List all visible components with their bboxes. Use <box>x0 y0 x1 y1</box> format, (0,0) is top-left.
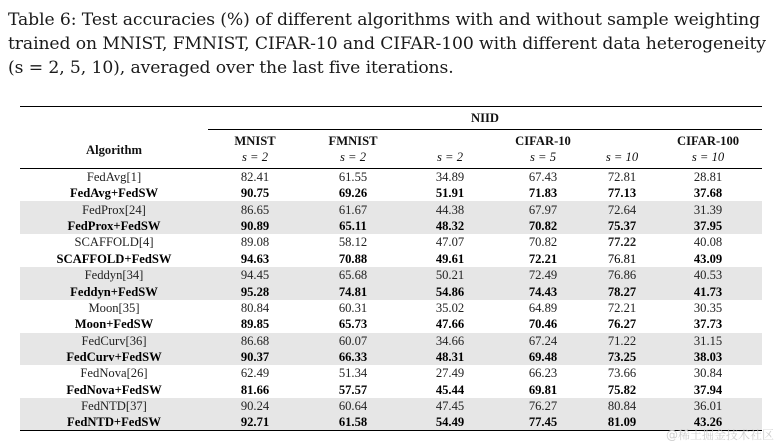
accuracy-cell: 27.49 <box>435 366 465 381</box>
table-row <box>20 169 762 186</box>
accuracy-cell: 37.73 <box>693 317 723 332</box>
table-row <box>20 398 762 414</box>
algorithm-name: FedProx+FedSW <box>20 218 208 234</box>
accuracy-cell: 45.44 <box>435 382 465 397</box>
accuracy-cell: 41.73 <box>654 283 762 299</box>
accuracy-cell: 70.82 <box>528 235 558 250</box>
accuracy-cell: 74.81 <box>302 283 404 299</box>
accuracy-cell: 76.27 <box>496 398 590 414</box>
accuracy-cell: 31.39 <box>654 201 762 217</box>
accuracy-cell: 66.33 <box>302 349 404 365</box>
accuracy-cell: 75.37 <box>590 218 654 234</box>
algorithm-name: Feddyn+FedSW <box>20 283 208 299</box>
accuracy-cell: 67.43 <box>528 170 558 184</box>
caption-line-2: trained on MNIST, FMNIST, CIFAR-10 and CIFAR-100 with different data heterogeneity <box>8 34 766 54</box>
accuracy-cell: 60.64 <box>302 398 404 414</box>
accuracy-cell: 70.88 <box>338 251 368 266</box>
accuracy-cell: 64.89 <box>528 300 558 315</box>
niid-group-header: NIID <box>208 107 762 130</box>
algorithm-name: FedAvg+FedSW <box>69 186 159 201</box>
accuracy-cell: 81.66 <box>240 382 270 397</box>
table-row <box>20 365 762 381</box>
accuracy-cell: 77.22 <box>607 235 637 250</box>
algorithm-name: FedCurv[36] <box>20 333 208 349</box>
table-row <box>20 283 762 299</box>
accuracy-cell: 95.28 <box>208 283 302 299</box>
accuracy-cell: 54.86 <box>404 283 496 299</box>
accuracy-cell: 72.21 <box>607 300 637 315</box>
accuracy-cell: 48.31 <box>404 349 496 365</box>
accuracy-cell: 30.35 <box>693 300 723 315</box>
accuracy-cell: 60.31 <box>338 300 368 315</box>
accuracy-cell: 61.67 <box>302 201 404 217</box>
accuracy-cell: 40.53 <box>654 267 762 283</box>
accuracy-cell: 34.66 <box>404 333 496 349</box>
dataset-header-cifar10: CIFAR-10 <box>515 133 571 148</box>
accuracy-cell: 94.63 <box>240 251 270 266</box>
accuracy-cell: 30.84 <box>693 366 723 381</box>
accuracy-cell: 89.85 <box>240 317 270 332</box>
accuracy-cell: 67.97 <box>496 201 590 217</box>
accuracy-cell: 44.38 <box>404 201 496 217</box>
table-row <box>20 201 762 217</box>
accuracy-cell: 72.49 <box>496 267 590 283</box>
setting-header: s = 10 <box>605 150 639 164</box>
accuracy-cell: 61.55 <box>338 170 368 184</box>
results-table <box>20 106 762 431</box>
algorithm-name: FedProx[24] <box>20 201 208 217</box>
accuracy-cell: 73.25 <box>590 349 654 365</box>
accuracy-cell: 73.66 <box>607 366 637 381</box>
accuracy-cell: 90.37 <box>208 349 302 365</box>
algorithm-name: SCAFFOLD+FedSW <box>56 251 172 266</box>
algorithm-name: FedCurv+FedSW <box>20 349 208 365</box>
accuracy-cell: 51.91 <box>435 186 465 201</box>
accuracy-cell: 76.27 <box>607 317 637 332</box>
table-row <box>20 218 762 234</box>
accuracy-cell: 34.89 <box>435 170 465 184</box>
table-row <box>20 267 762 283</box>
table-row <box>20 414 762 431</box>
accuracy-cell: 57.57 <box>338 382 368 397</box>
accuracy-cell: 86.68 <box>208 333 302 349</box>
table-row <box>20 349 762 365</box>
accuracy-cell: 75.82 <box>607 382 637 397</box>
accuracy-cell: 61.58 <box>302 414 404 431</box>
algorithm-name: Moon+FedSW <box>74 317 154 332</box>
accuracy-cell: 28.81 <box>693 170 723 184</box>
accuracy-cell: 48.32 <box>404 218 496 234</box>
accuracy-cell: 90.24 <box>208 398 302 414</box>
algorithm-name: FedNova+FedSW <box>66 382 162 397</box>
accuracy-cell: 37.95 <box>654 218 762 234</box>
accuracy-cell: 77.13 <box>607 186 637 201</box>
accuracy-cell: 43.09 <box>693 251 723 266</box>
accuracy-cell: 76.86 <box>590 267 654 283</box>
algorithm-name: FedAvg[1] <box>86 170 142 184</box>
table-row <box>20 382 762 398</box>
algorithm-name: Feddyn[34] <box>20 267 208 283</box>
accuracy-cell: 72.64 <box>590 201 654 217</box>
algorithm-header: Algorithm <box>20 130 208 169</box>
accuracy-cell: 58.12 <box>338 235 368 250</box>
accuracy-cell: 31.15 <box>654 333 762 349</box>
setting-header: s = 2 <box>340 150 366 164</box>
accuracy-cell: 90.75 <box>240 186 270 201</box>
table-row <box>20 300 762 316</box>
accuracy-cell: 54.49 <box>404 414 496 431</box>
accuracy-cell: 40.08 <box>693 235 723 250</box>
accuracy-cell: 69.26 <box>338 186 368 201</box>
accuracy-cell: 43.26 <box>654 414 762 431</box>
accuracy-cell: 60.07 <box>302 333 404 349</box>
accuracy-cell: 86.65 <box>208 201 302 217</box>
accuracy-cell: 74.43 <box>496 283 590 299</box>
setting-header: s = 5 <box>530 150 556 164</box>
accuracy-cell: 70.82 <box>496 218 590 234</box>
caption-line-1: Table 6: Test accuracies (%) of different algorithms with and without sample weighting <box>8 10 760 30</box>
accuracy-cell: 71.22 <box>590 333 654 349</box>
accuracy-cell: 78.27 <box>590 283 654 299</box>
accuracy-cell: 80.84 <box>590 398 654 414</box>
accuracy-cell: 50.21 <box>404 267 496 283</box>
accuracy-cell: 90.89 <box>208 218 302 234</box>
setting-header: s = 10 <box>691 150 725 164</box>
table-caption <box>8 8 774 80</box>
dataset-header-mnist: MNIST <box>234 133 276 148</box>
accuracy-cell: 69.48 <box>496 349 590 365</box>
accuracy-cell: 71.83 <box>528 186 558 201</box>
accuracy-cell: 89.08 <box>240 235 270 250</box>
accuracy-cell: 47.07 <box>435 235 465 250</box>
accuracy-cell: 38.03 <box>654 349 762 365</box>
accuracy-cell: 49.61 <box>435 251 465 266</box>
accuracy-cell: 70.46 <box>528 317 558 332</box>
caption-line-3: (s = 2, 5, 10), averaged over the last five iterations. <box>8 58 454 78</box>
accuracy-cell: 81.09 <box>590 414 654 431</box>
accuracy-cell: 36.01 <box>654 398 762 414</box>
table-body <box>20 169 762 431</box>
accuracy-cell: 66.23 <box>528 366 558 381</box>
accuracy-cell: 92.71 <box>208 414 302 431</box>
accuracy-cell: 37.94 <box>693 382 723 397</box>
accuracy-cell: 37.68 <box>693 186 723 201</box>
table-row <box>20 251 762 267</box>
algorithm-name: SCAFFOLD[4] <box>74 235 154 250</box>
setting-header: s = 2 <box>242 150 268 164</box>
accuracy-cell: 69.81 <box>528 382 558 397</box>
accuracy-cell: 72.81 <box>607 170 637 184</box>
accuracy-cell: 65.73 <box>338 317 368 332</box>
table-row <box>20 234 762 250</box>
setting-header: s = 2 <box>437 150 463 164</box>
accuracy-cell: 80.84 <box>240 300 270 315</box>
accuracy-cell: 76.81 <box>607 251 637 266</box>
dataset-header-fmnist: FMNIST <box>328 133 378 148</box>
table-row <box>20 333 762 349</box>
accuracy-cell: 51.34 <box>338 366 368 381</box>
table-row <box>20 316 762 332</box>
accuracy-cell: 62.49 <box>240 366 270 381</box>
accuracy-cell: 77.45 <box>496 414 590 431</box>
algorithm-name: Moon[35] <box>88 300 140 315</box>
watermark: @稀土掘金技术社区 <box>665 428 774 442</box>
accuracy-cell: 47.45 <box>404 398 496 414</box>
dataset-header-cifar100: CIFAR-100 <box>677 133 740 148</box>
accuracy-cell: 47.66 <box>435 317 465 332</box>
algorithm-name: FedNTD[37] <box>20 398 208 414</box>
accuracy-cell: 67.24 <box>496 333 590 349</box>
algorithm-name: FedNTD+FedSW <box>20 414 208 431</box>
accuracy-cell: 35.02 <box>435 300 465 315</box>
accuracy-cell: 94.45 <box>208 267 302 283</box>
accuracy-cell: 72.21 <box>528 251 558 266</box>
accuracy-cell: 65.68 <box>302 267 404 283</box>
accuracy-cell: 82.41 <box>240 170 270 184</box>
algorithm-name: FedNova[26] <box>80 366 148 381</box>
accuracy-cell: 65.11 <box>302 218 404 234</box>
table-row <box>20 185 762 201</box>
